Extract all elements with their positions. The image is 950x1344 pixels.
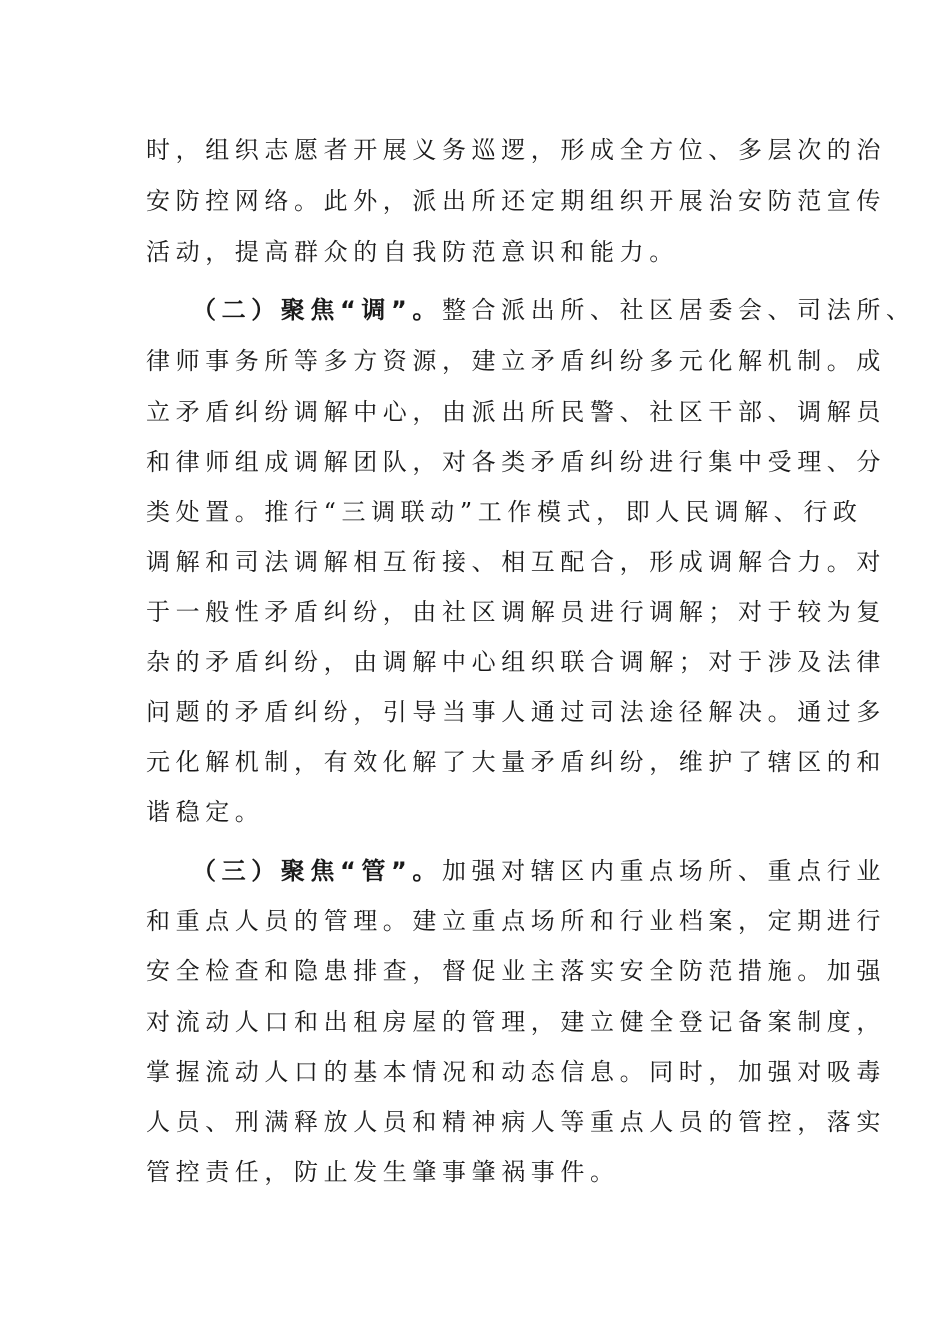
paragraph-line: 元化解机制，有效化解了大量矛盾纠纷，维护了辖区的和 [146, 748, 886, 776]
paragraph-line: 掌握流动人口的基本情况和动态信息。同时，加强对吸毒 [146, 1058, 886, 1086]
paragraph-line: 时，组织志愿者开展义务巡逻，形成全方位、多层次的治 [146, 136, 886, 164]
paragraph-line: 问题的矛盾纠纷，引导当事人通过司法途径解决。通过多 [146, 698, 886, 726]
paragraph-line: 和重点人员的管理。建立重点场所和行业档案，定期进行 [146, 907, 886, 935]
paragraph-line: 对流动人口和出租房屋的管理，建立健全登记备案制度， [146, 1008, 886, 1036]
section-3-heading: （三）聚焦“管”。 [192, 857, 442, 885]
section-3-first-line [192, 855, 892, 887]
paragraph-line: 于一般性矛盾纠纷，由社区调解员进行调解；对于较为复 [146, 598, 886, 626]
paragraph-line: 谐稳定。 [146, 798, 265, 826]
section-2-heading: （二）聚焦“调”。 [192, 296, 442, 324]
paragraph-line: 调解和司法调解相互衔接、相互配合，形成调解合力。对 [146, 548, 886, 576]
section-2-first-line-text: 整合派出所、社区居委会、司法所、 [441, 296, 916, 324]
paragraph-line: 立矛盾纠纷调解中心，由派出所民警、社区干部、调解员 [146, 398, 886, 426]
paragraph-line: 安防控网络。此外，派出所还定期组织开展治安防范宣传 [146, 187, 886, 215]
paragraph-line: 人员、刑满释放人员和精神病人等重点人员的管控，落实 [146, 1108, 886, 1136]
section-3-first-line-text: 加强对辖区内重点场所、重点行业 [441, 857, 886, 885]
paragraph-line: 律师事务所等多方资源，建立矛盾纠纷多元化解机制。成 [146, 347, 886, 375]
paragraph-line: 活动，提高群众的自我防范意识和能力。 [146, 238, 679, 266]
paragraph-line: 杂的矛盾纠纷，由调解中心组织联合调解；对于涉及法律 [146, 648, 886, 676]
paragraph-line: 安全检查和隐患排查，督促业主落实安全防范措施。加强 [146, 957, 886, 985]
paragraph-line: 和律师组成调解团队，对各类矛盾纠纷进行集中受理、分 [146, 448, 886, 476]
section-2-first-line [192, 294, 916, 326]
paragraph-line: 类处置。推行“三调联动”工作模式，即人民调解、行政 [146, 498, 863, 526]
paragraph-line: 管控责任，防止发生肇事肇祸事件。 [146, 1158, 620, 1186]
